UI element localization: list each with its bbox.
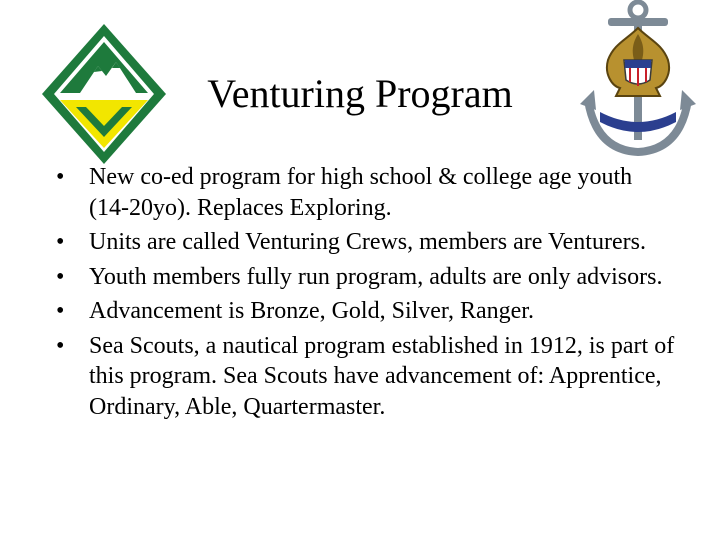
bullet-item [56, 162, 676, 223]
bullet-dot-icon: • [56, 164, 65, 190]
bullet-dot-icon: • [56, 263, 65, 290]
bullet-text: Units are called Venturing Crews, members are Venturers. [89, 229, 646, 255]
bullet-text: Advancement is Bronze, Gold, Silver, Ranger. [89, 298, 534, 324]
bullet-item [56, 262, 676, 293]
bullet-text: Youth members fully run program, adults are only advisors. [89, 263, 663, 290]
bullet-list [56, 162, 676, 426]
bullet-dot-icon: • [56, 229, 65, 255]
bullet-item [56, 331, 676, 423]
sea-scouts-emblem-icon [578, 0, 698, 160]
bullet-text: New co-ed program for high school & college age youth (14-20yo). Replaces Exploring. [89, 164, 633, 221]
bullet-text: Sea Scouts, a nautical program established in 1912, is part of this program. Sea Scouts have advancement of: Apprentice, Ordinary, Able, Quartermaster. [89, 332, 675, 420]
bullet-dot-icon: • [56, 298, 65, 324]
bullet-item [56, 227, 676, 258]
bullet-item [56, 296, 676, 327]
slide-title: Venturing Program [207, 71, 513, 116]
bullet-dot-icon: • [56, 332, 65, 359]
venturing-emblem-icon [40, 22, 168, 166]
